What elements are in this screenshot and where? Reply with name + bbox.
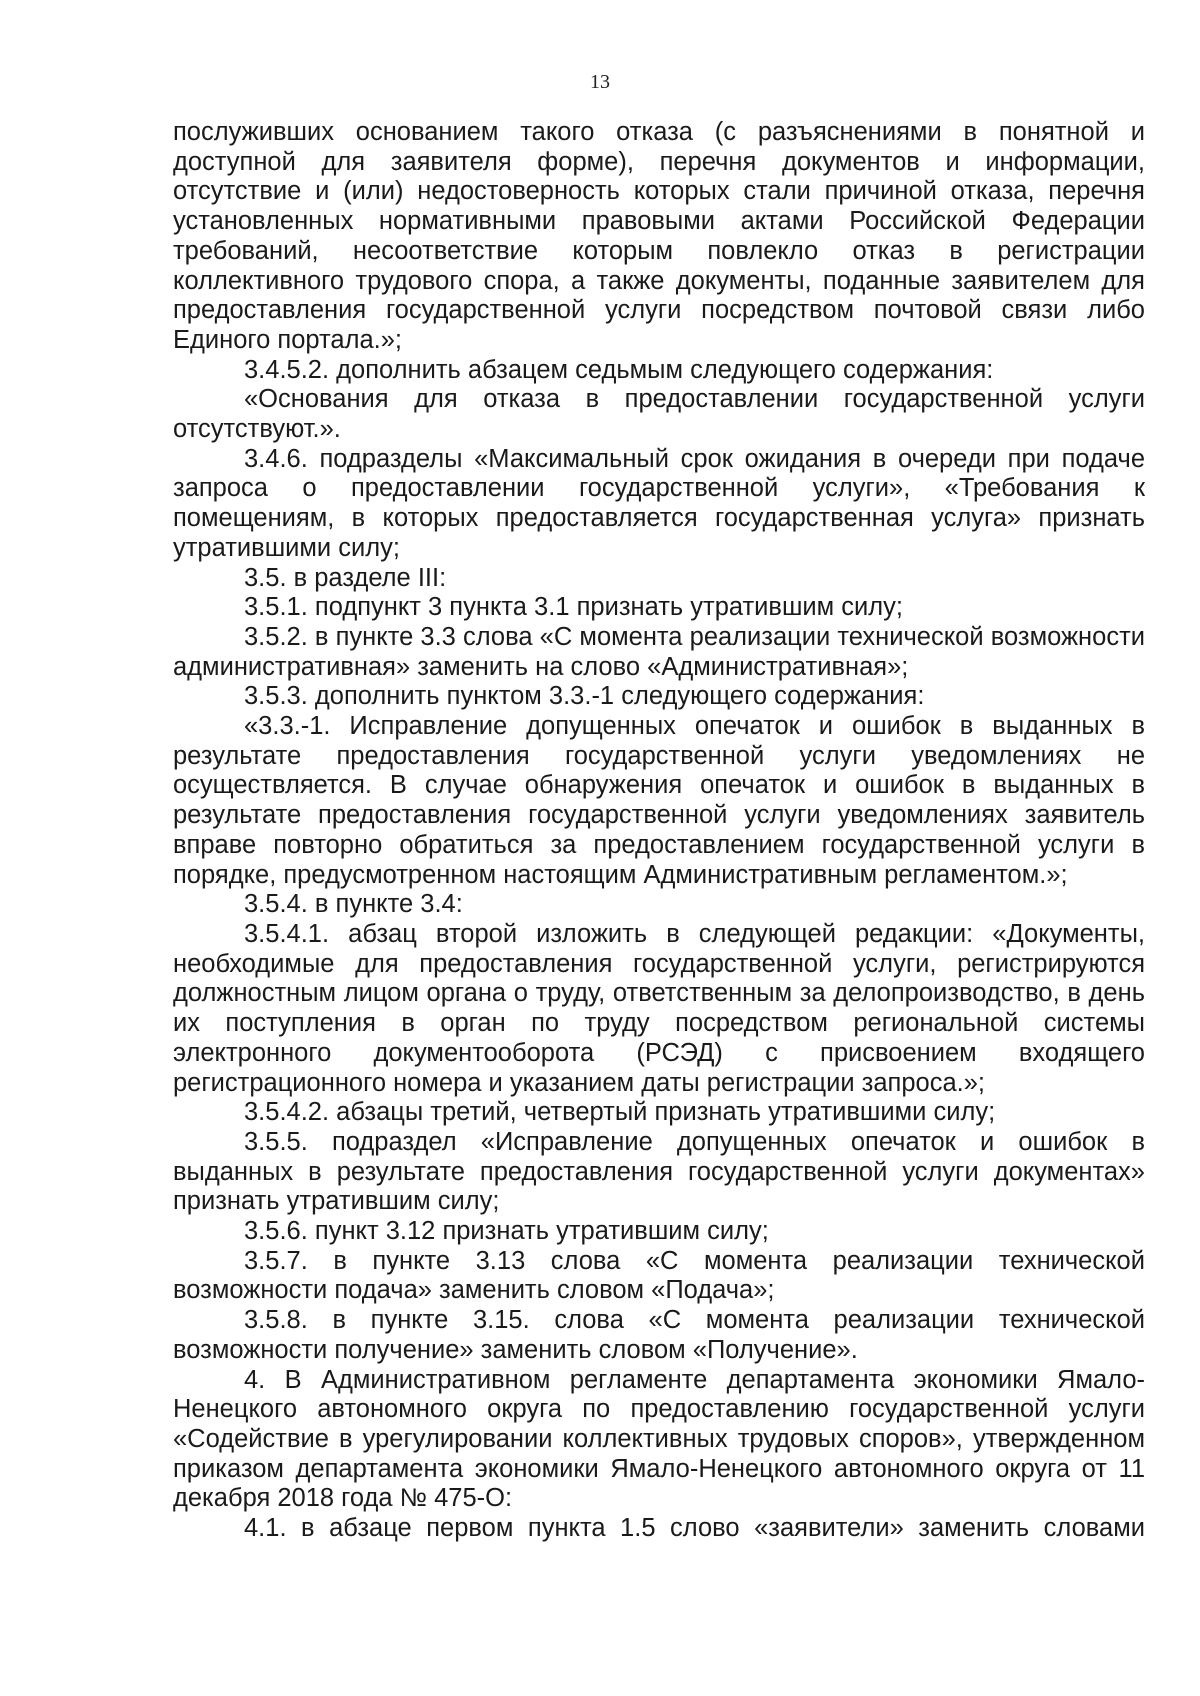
paragraph: 3.5.4. в пункте 3.4: [244, 890, 463, 919]
paragraph: 3.5.1. подпункт 3 пункта 3.1 признать утратившим силу; [244, 593, 903, 622]
paragraph: 3.5.2. в пункте 3.3 слова «С момента реализации технической возможности административная» заменить на слово «Административная»; [173, 622, 1145, 681]
paragraph: 3.5.6. пункт 3.12 признать утратившим силу; [244, 1217, 769, 1246]
paragraph: 3.5.8. в пункте 3.15. слова «С момента реализации технической возможности получение» заменить словом «Получение». [173, 1306, 1145, 1364]
paragraph: послуживших основанием такого отказа (с разъяснениями в понятной и доступной для заявителя форме), перечня документов и информации, отсутствие и (или) недостоверность которых стали причиной отказа, перечня установленных нормативными правовыми актами Российской Федерации требований, несоответствие которым повлекло отказ в регистрации коллективного трудового спора, а также документы, поданные заявителем для предоставления государственной услуги посредством почтовой связи либо Единого портала.»; [173, 118, 1145, 354]
paragraph: 4. В Административном регламенте департамента экономики Ямало-Ненецкого автономного округа по предоставлению государственной услуги «Содействие в урегулировании коллективных трудовых споров», утвержденном приказом департамента экономики Ямало-Ненецкого автономного округа от 11 декабря 2018 года № 475-О: [173, 1365, 1145, 1513]
paragraph: 3.5.5. подраздел «Исправление допущенных опечаток и ошибок в выданных в результате предоставления государственной услуги документах» признать утратившим силу; [173, 1127, 1145, 1216]
paragraph: 3.5.4.2. абзацы третий, четвертый признать утратившими силу; [244, 1098, 996, 1127]
paragraph: 3.5.4.1. абзац второй изложить в следующей редакции: «Документы, необходимые для предоставления государственной услуги, регистрируются должностным лицом органа о труду, ответственным за делопроизводство, в день их поступления в орган по труду посредством региональной системы электронного документооборота (РСЭД) с присвоением входящего регистрационного номера и указанием даты регистрации запроса.»; [173, 919, 1145, 1097]
paragraph: «3.3.-1. Исправление допущенных опечаток и ошибок в выданных в результате предоставления государственной услуги уведомлениях не осуществляется. В случае обнаружения опечаток и ошибок в выданных в результате предоставления государственной услуги уведомлениях заявитель вправе повторно обратиться за предоставлением государственной услуги в порядке, предусмотренном настоящим Административным регламентом.»; [173, 712, 1145, 889]
paragraph: 3.5.3. дополнить пунктом 3.3.-1 следующего содержания: [244, 682, 925, 711]
paragraph: 3.4.6. подразделы «Максимальный срок ожидания в очереди при подаче запроса о предоставлении государственной услуги», «Требования к помещениям, в которых предоставляется государственная услуга» признать утратившими силу; [173, 444, 1145, 562]
paragraph: 3.5. в разделе III: [244, 563, 447, 592]
document-body [173, 118, 1145, 1544]
page-number: 13 [590, 71, 610, 93]
paragraph: 3.5.7. в пункте 3.13 слова «С момента реализации технической возможности подача» заменить словом «Подача»; [173, 1246, 1145, 1305]
paragraph: «Основания для отказа в предоставлении государственной услуги отсутствуют.». [173, 385, 1145, 444]
paragraph: 3.4.5.2. дополнить абзацем седьмым следующего содержания: [244, 355, 994, 384]
paragraph: 4.1. в абзаце первом пункта 1.5 слово «заявители» заменить словами [244, 1514, 1145, 1543]
